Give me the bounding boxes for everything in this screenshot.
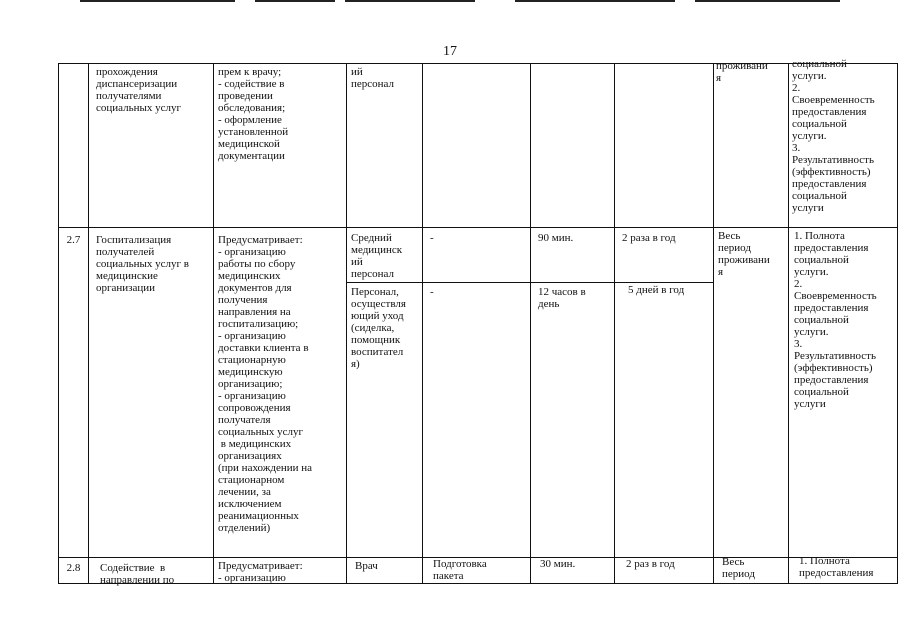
col-border — [897, 63, 898, 583]
service-name: Содействие в направлении по — [100, 562, 175, 586]
period: Весь период — [722, 556, 755, 580]
frequency: 2 раза в год — [622, 232, 676, 244]
col-border — [530, 63, 531, 583]
executor: Врач — [355, 560, 378, 572]
top-edge-line — [515, 0, 675, 2]
col-border — [788, 63, 789, 583]
service-description: Предусматривает: - организацию — [218, 560, 303, 584]
volume: Подготовка пакета — [433, 558, 487, 582]
col-border — [713, 63, 714, 583]
top-edge-line — [255, 0, 335, 2]
col-border — [346, 63, 347, 583]
col-border — [422, 63, 423, 583]
quality-indicators: 1. Полнота предоставления социальной услуги. 2. Своевременность предоставления социальной услуги. 3. Результативность (эффективность) предоставления социальной услуги — [794, 230, 877, 410]
col-border — [213, 63, 214, 583]
row-number: 2.7 — [66, 234, 81, 246]
quality-indicators: 1. Полнота предоставления — [799, 555, 874, 579]
frequency: 2 раз в год — [626, 558, 675, 570]
service-description: прем к врачу; - содействие в проведении обследования; - оформление установленной медицинской документации — [218, 66, 289, 162]
service-description: Предусматривает: - организацию работы по сбору медицинских документов для получения направления на госпитализацию; - организацию доставки клиента в стационарную медицинскую организацию; - организацию сопровождения получателя социальных услуг в медицинских организациях (при нахождении на стационарном лечении, за исключением реанимационных отделений) — [218, 234, 313, 534]
volume: - — [430, 286, 434, 298]
top-edge-line — [80, 0, 235, 2]
quality-indicators: социальной услуги. 2. Своевременность предоставления социальной услуги. 3. Результативность (эффективность) предоставления социальной услуги — [792, 58, 875, 214]
executor: ий персонал — [351, 66, 395, 90]
time-norm: 12 часов в день — [538, 286, 586, 310]
executor: Персонал, осуществля ющий уход (сиделка, помощник воспитател я) — [351, 286, 406, 370]
col-border — [614, 63, 615, 583]
top-edge-line — [345, 0, 475, 2]
service-name: Госпитализация получателей социальных услуг в медицинские организации — [96, 234, 189, 294]
time-norm: 90 мин. — [538, 232, 574, 244]
frequency: 5 дней в год — [628, 284, 685, 296]
row-divider — [58, 227, 898, 228]
col-border — [58, 63, 59, 583]
period: проживани я — [716, 60, 768, 84]
time-norm: 30 мин. — [540, 558, 576, 570]
row-number: 2.8 — [66, 562, 81, 574]
service-name: прохождения диспансеризации получателями социальных услуг — [96, 66, 182, 114]
col-border — [88, 63, 89, 583]
top-edge-line — [695, 0, 840, 2]
page-number: 17 — [443, 44, 457, 59]
executor: Средний медицинск ий персонал — [351, 232, 403, 280]
volume: - — [430, 232, 434, 244]
period: Весь период проживани я — [718, 230, 770, 278]
